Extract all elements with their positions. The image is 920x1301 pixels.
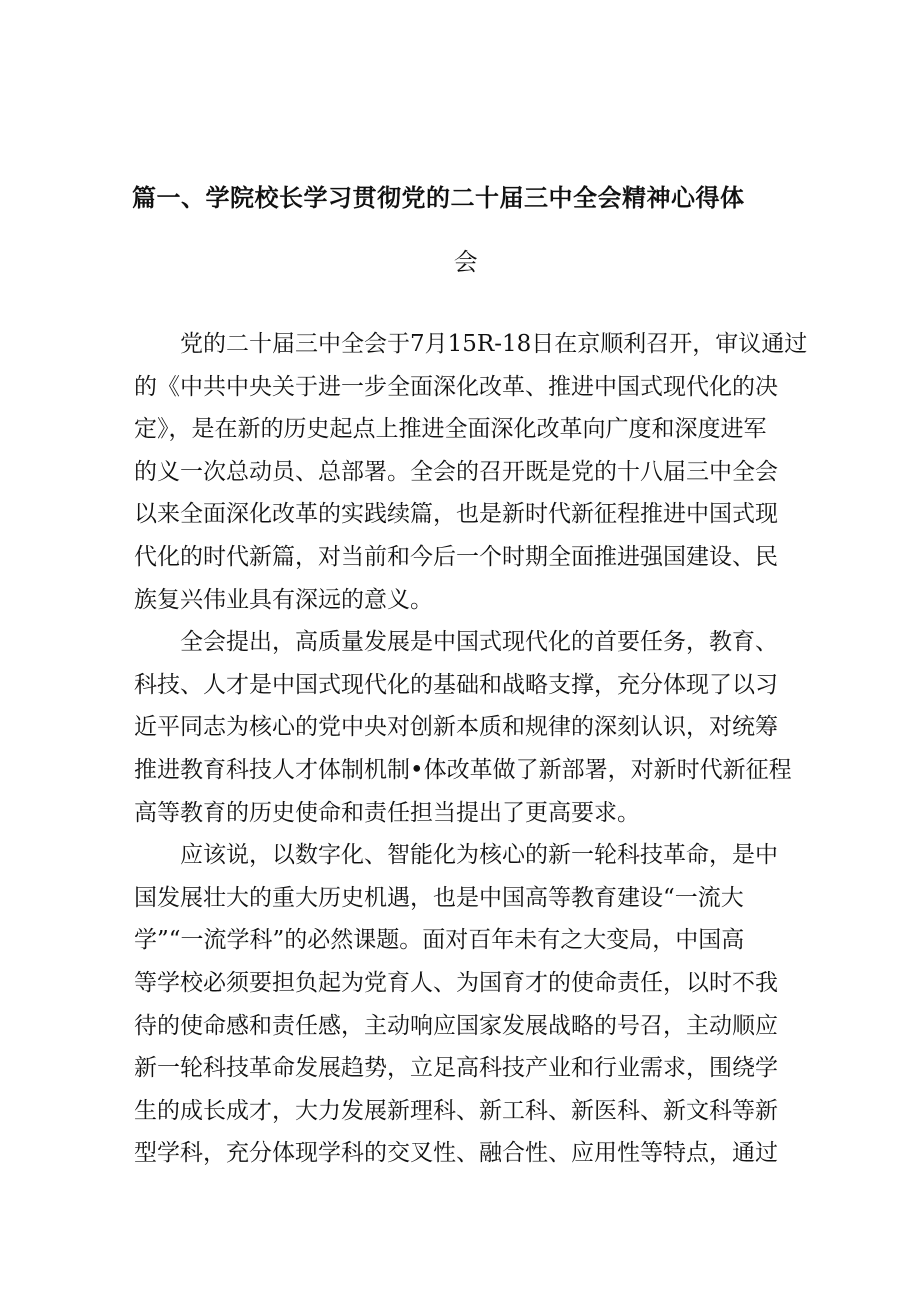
paragraph-line: 党的二十届三中全会于7月15R-18日在京顺利召开，审议通过 (180, 331, 808, 357)
paragraph-line: 全会提出，高质量发展是中国式现代化的首要任务，教育、 (180, 629, 778, 656)
paragraph-line: 推进教育科技人才体制机制•体改革做了新部署，对新时代新征程 (134, 756, 792, 783)
paragraph-line: 新一轮科技革命发展趋势，立足高科技产业和行业需求，围绕学 (134, 1055, 778, 1082)
paragraph-line: 以来全面深化改革的实践续篇，也是新时代新征程推进中国式现 (134, 501, 778, 528)
paragraph-2 (134, 621, 794, 834)
paragraph-line: 的《中共中央关于进一步全面深化改革、推进中国式现代化的决 (134, 373, 778, 400)
paragraph-line: 待的使命感和责任感，主动响应国家发展战略的号召，主动顺应 (134, 1012, 778, 1039)
paragraph-line: 的义一次总动员、总部署。全会的召开既是党的十八届三中全会 (134, 458, 778, 485)
paragraph-line: 科技、人才是中国式现代化的基础和战略支撑，充分体现了以习 (134, 671, 778, 698)
paragraph-line: 型学科，充分体现学科的交叉性、融合性、应用性等特点，通过 (134, 1140, 778, 1167)
paragraph-line: 国发展壮大的重大历史机遇，也是中国高等教育建设“一流大 (134, 884, 744, 911)
document-body (134, 323, 808, 1175)
paragraph-3 (134, 834, 794, 1175)
paragraph-line: 族复兴伟业具有深远的意义。 (134, 586, 433, 613)
paragraph-line: 高等教育的历史使命和责任担当提出了更高要求。 (134, 799, 640, 826)
paragraph-line: 近平同志为核心的党中央对创新本质和规律的深刻认识，对统筹 (134, 714, 778, 741)
title-line-1: 篇一、学院校长学习贯彻党的二十届三中全会精神心得体 (132, 184, 745, 212)
title-line-2: 会 (453, 248, 479, 276)
paragraph-line: 定》，是在新的历史起点上推进全面深化改革向广度和深度进军 (134, 416, 767, 443)
paragraph-line: 代化的时代新篇，对当前和今后一个时期全面推进强国建设、民 (134, 543, 778, 570)
document-title (132, 166, 792, 294)
paragraph-line: 应该说，以数字化、智能化为核心的新一轮科技革命，是中 (180, 842, 778, 869)
paragraph-line: 学”“一流学科”的必然课题。面对百年未有之大变局，中国高 (134, 927, 745, 954)
paragraph-line: 生的成长成才，大力发展新理科、新工科、新医科、新文科等新 (134, 1097, 778, 1124)
paragraph-1 (134, 323, 808, 621)
paragraph-line: 等学校必须要担负起为党育人、为国育才的使命责任，以时不我 (134, 969, 778, 996)
